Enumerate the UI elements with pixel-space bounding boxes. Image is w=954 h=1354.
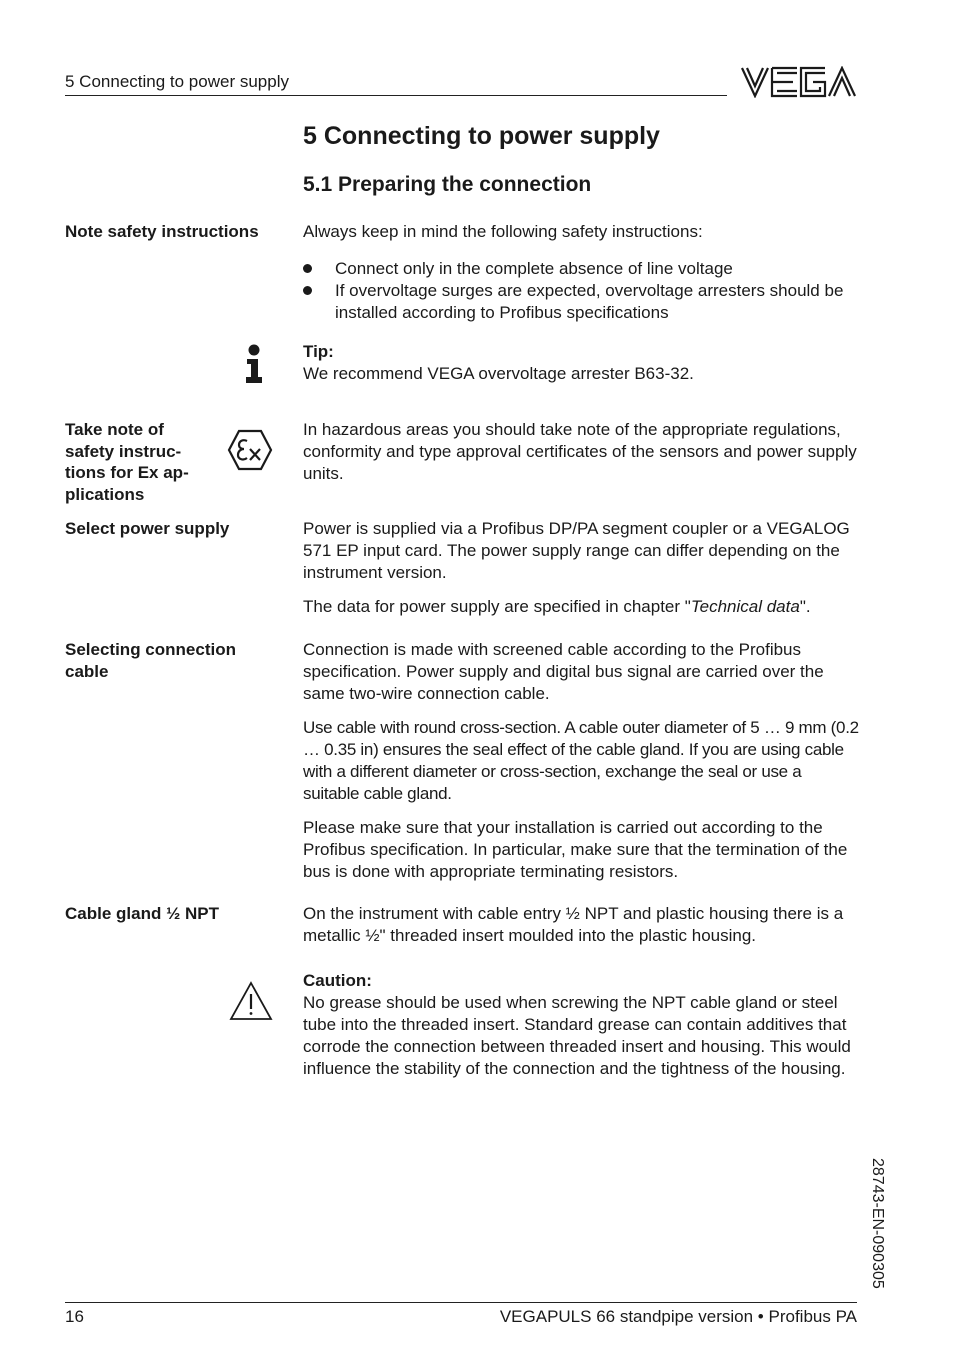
page-number: 16 [65,1307,84,1326]
side-label-line: safety instruc- [65,441,182,461]
power-text-2-end: ". [799,597,811,616]
caution-text: No grease should be used when screwing the NPT cable gland or steel tube into the threaded insert. Standard grease can contain additives that corrode the connection between threaded insert and housing. This would influence the stability of the connection and the tightness of the housing. [303,993,851,1078]
bullet-text: Connect only in the complete absence of line voltage [335,259,733,278]
side-label-line: tions for Ex ap- [65,463,189,482]
footer-product: VEGAPULS 66 standpipe version • Profibus PA [499,1307,857,1326]
warning-icon [229,981,273,1021]
side-label-gland: Cable gland ½ NPT [65,904,219,923]
bullet-icon [303,286,312,295]
bullet-icon [303,264,312,273]
ex-text: In hazardous areas you should take note of the appropriate regulations, conformity and type approval certificates of the sensors and power supply units. [303,420,857,483]
bullet-text: If overvoltage surges are expected, overvoltage arresters should be installed according to Profibus specifications [335,281,844,322]
side-label-line: plications [65,484,145,504]
vega-logo [741,66,857,98]
side-label-power: Select power supply [65,519,230,538]
list-item [303,280,861,324]
power-text-2-start: The data for power supply are specified in chapter " [303,597,691,616]
safety-intro: Always keep in mind the following safety instructions: [303,222,703,241]
tip-text: We recommend VEGA overvoltage arrester B63-32. [303,364,694,383]
cable-text-2: Use cable with round cross-section. A cable outer diameter of 5 … 9 mm (0.2 … 0.35 in) ensures the seal effect of the cable gland. If you are using cable with a different diameter or cross-section, exchange the seal or use a suitable cable gland. [303,718,859,803]
safety-bullet-list [303,258,861,324]
side-label-ex [65,419,215,505]
info-icon [243,344,265,384]
running-header: 5 Connecting to power supply [65,72,289,91]
footer-rule [65,1302,857,1303]
side-label-cable [65,639,280,682]
tip-heading: Tip: [303,342,334,361]
cable-text-1: Connection is made with screened cable according to the Profibus specification. Power supply and digital bus signal are carried over the same two-wire connection cable. [303,640,824,703]
header-rule [65,95,727,96]
list-item [303,258,861,280]
cable-text-3: Please make sure that your installation is carried out according to the Profibus specification. In particular, make sure that the termination of the bus is done with appropriate terminating resistors. [303,818,848,881]
side-label-line: cable [65,661,109,681]
power-text-1: Power is supplied via a Profibus DP/PA segment coupler or a VEGALOG 571 EP input card. The power supply range can differ depending on the instrument version. [303,519,850,582]
chapter-title: 5 Connecting to power supply [303,122,660,150]
side-label-safety: Note safety instructions [65,222,259,241]
document-id: 28743-EN-090305 [869,1158,886,1289]
gland-text: On the instrument with cable entry ½ NPT and plastic housing there is a metallic ½" threaded insert moulded into the plastic housing. [303,904,844,945]
side-label-line: Take note of [65,420,164,439]
tip-block [303,341,861,385]
section-title: 5.1 Preparing the connection [303,173,592,196]
side-label-line: Selecting connection [65,640,236,659]
chapter-reference: Technical data [690,597,800,616]
caution-block [303,970,861,1080]
ex-icon [227,429,273,471]
caution-heading: Caution: [303,971,372,990]
power-text-2 [303,596,861,618]
